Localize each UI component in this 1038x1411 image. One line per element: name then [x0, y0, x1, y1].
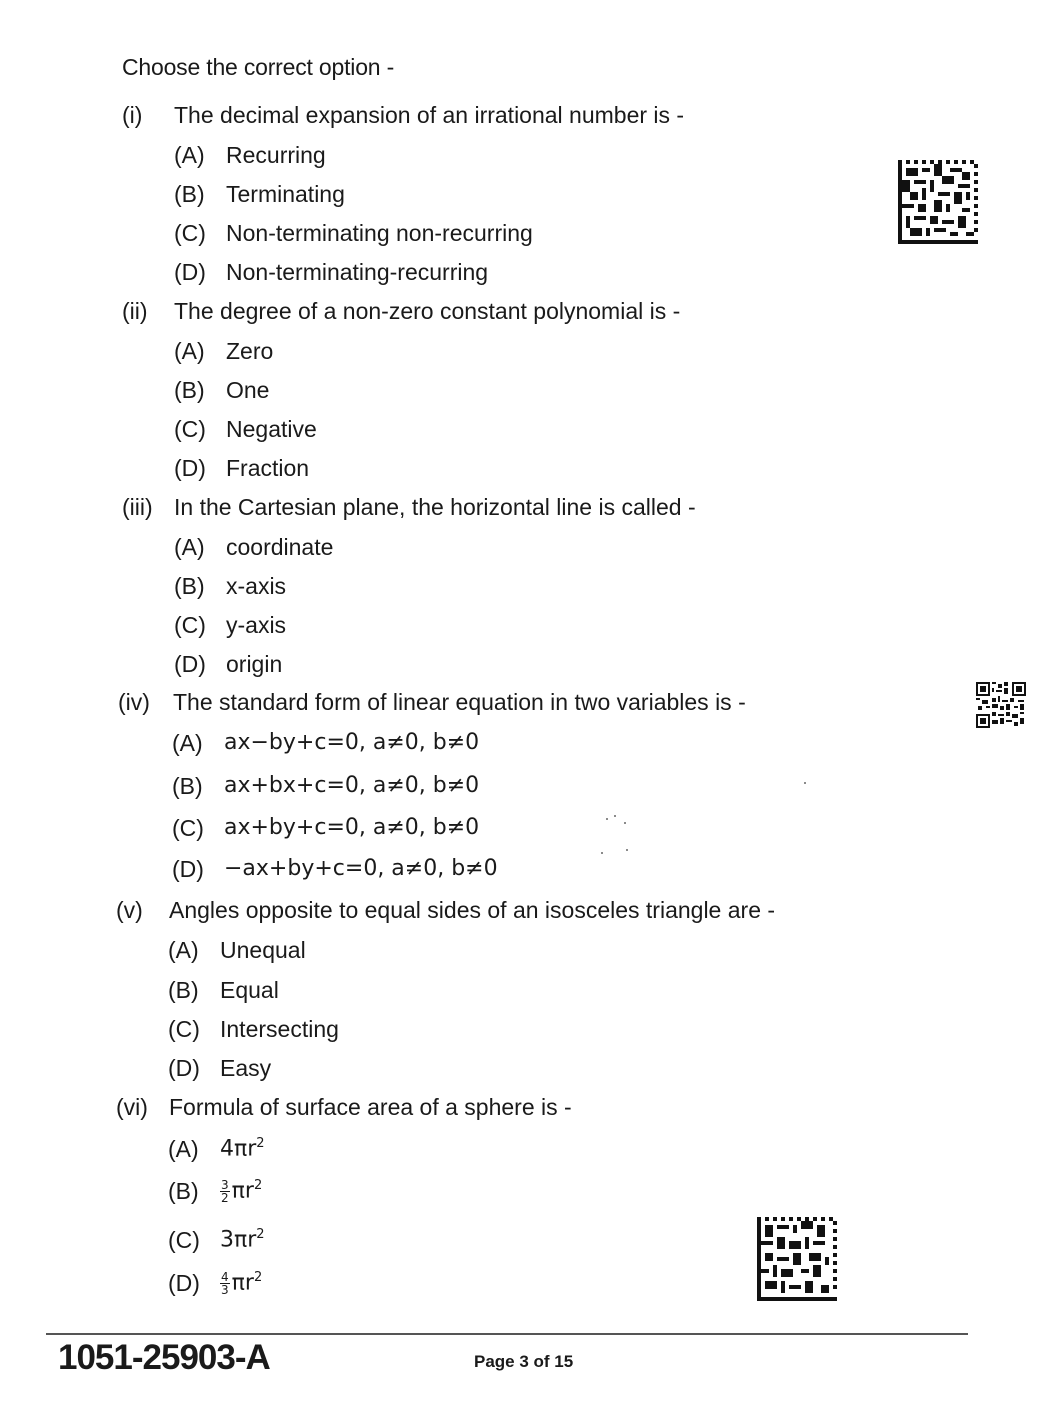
scan-speck [626, 849, 628, 851]
option-label: (B) [168, 977, 199, 1003]
option-label: (B) [174, 377, 205, 403]
exponent: 2 [253, 1178, 263, 1193]
datamatrix-barcode-top [898, 160, 978, 244]
option-label: (C) [174, 612, 206, 638]
option-text: origin [226, 651, 283, 677]
option-text: x-axis [226, 573, 287, 599]
scan-speck [614, 815, 616, 817]
fraction-denominator: 3 [221, 1282, 229, 1297]
scan-speck [624, 822, 626, 824]
question-6 [116, 1094, 836, 1124]
datamatrix-barcode-bottom [757, 1217, 837, 1301]
option-label: (D) [174, 455, 206, 481]
question-2 [122, 298, 822, 328]
question-4 [118, 689, 838, 719]
option-text: Recurring [226, 142, 326, 168]
fraction [220, 1271, 230, 1296]
option-text: Negative [226, 416, 317, 442]
option-label: (A) [174, 142, 205, 168]
option-label: (C) [172, 815, 204, 841]
option-text: Easy [220, 1055, 272, 1081]
fraction [220, 1179, 230, 1204]
exponent: 2 [253, 1270, 263, 1285]
paper-code: 1051-25903-A [58, 1338, 270, 1377]
option-label: (C) [174, 416, 206, 442]
option-label: (B) [174, 573, 205, 599]
option-text: −ax+by+c=0, a≠0, b≠0 [224, 856, 498, 881]
option-text: ax+by+c=0, a≠0, b≠0 [224, 815, 480, 840]
option-text: One [226, 377, 270, 403]
option-label: (C) [168, 1016, 200, 1042]
option-text: Unequal [220, 937, 306, 963]
option-label: (D) [174, 259, 206, 285]
exponent: 2 [256, 1227, 265, 1242]
pi-r: πr [231, 1270, 254, 1296]
question-text: Formula of surface area of a sphere is - [169, 1094, 572, 1120]
option-text: Non-terminating non-recurring [226, 220, 533, 246]
option-label: (A) [172, 730, 203, 756]
footer-rule [46, 1333, 968, 1335]
option-text: ax−by+c=0, a≠0, b≠0 [224, 730, 480, 755]
question-number: (iii) [122, 494, 153, 520]
scan-speck [804, 782, 806, 784]
option-text [220, 1227, 265, 1252]
fraction-denominator: 2 [221, 1190, 229, 1205]
option-text: Intersecting [220, 1016, 339, 1042]
option-label: (D) [168, 1270, 200, 1296]
page-number: Page 3 of 15 [474, 1352, 574, 1371]
option-label: (A) [168, 1136, 199, 1162]
coefficient: 3 [220, 1227, 234, 1253]
option-text: Fraction [226, 455, 310, 481]
option-text: coordinate [226, 534, 334, 560]
question-5 [116, 897, 836, 927]
option-label: (B) [172, 773, 203, 799]
option-label: (C) [168, 1227, 200, 1253]
option-label: (D) [172, 856, 204, 882]
option-label: (B) [168, 1178, 199, 1204]
question-text: The standard form of linear equation in two variables is - [173, 689, 746, 715]
question-number: (vi) [116, 1094, 148, 1120]
fraction-numerator: 4 [221, 1269, 229, 1284]
qr-code [976, 682, 1026, 728]
option-text [220, 1270, 262, 1296]
option-label: (B) [174, 181, 205, 207]
option-label: (C) [174, 220, 206, 246]
question-3 [122, 494, 822, 524]
coefficient: 4 [220, 1136, 234, 1162]
question-text: In the Cartesian plane, the horizontal line is called - [174, 494, 696, 520]
question-number: (v) [116, 897, 143, 923]
question-text: Angles opposite to equal sides of an isosceles triangle are - [169, 897, 776, 923]
pi-r: πr [234, 1227, 257, 1253]
option-text: y-axis [226, 612, 287, 638]
scan-speck [606, 818, 608, 820]
question-number: (ii) [122, 298, 148, 324]
option-label: (A) [174, 534, 205, 560]
pi-r: πr [234, 1136, 257, 1162]
scan-speck [601, 852, 603, 854]
question-1 [122, 102, 822, 132]
question-number: (i) [122, 102, 143, 128]
option-text: Non-terminating-recurring [226, 259, 489, 285]
option-label: (A) [168, 937, 199, 963]
option-text: Terminating [226, 181, 345, 207]
option-label: (D) [168, 1055, 200, 1081]
question-text: The degree of a non-zero constant polynomial is - [174, 298, 681, 324]
option-text [220, 1136, 265, 1161]
question-number: (iv) [118, 689, 150, 715]
fraction-numerator: 3 [221, 1177, 229, 1192]
instruction-text: Choose the correct option - [122, 54, 395, 80]
option-text: ax+bx+c=0, a≠0, b≠0 [224, 773, 480, 798]
option-label: (A) [174, 338, 205, 364]
question-text: The decimal expansion of an irrational number is - [174, 102, 685, 128]
option-label: (D) [174, 651, 206, 677]
pi-r: πr [231, 1178, 254, 1204]
option-text: Equal [220, 977, 279, 1003]
option-text [220, 1178, 262, 1204]
exponent: 2 [256, 1136, 265, 1151]
option-text: Zero [226, 338, 274, 364]
